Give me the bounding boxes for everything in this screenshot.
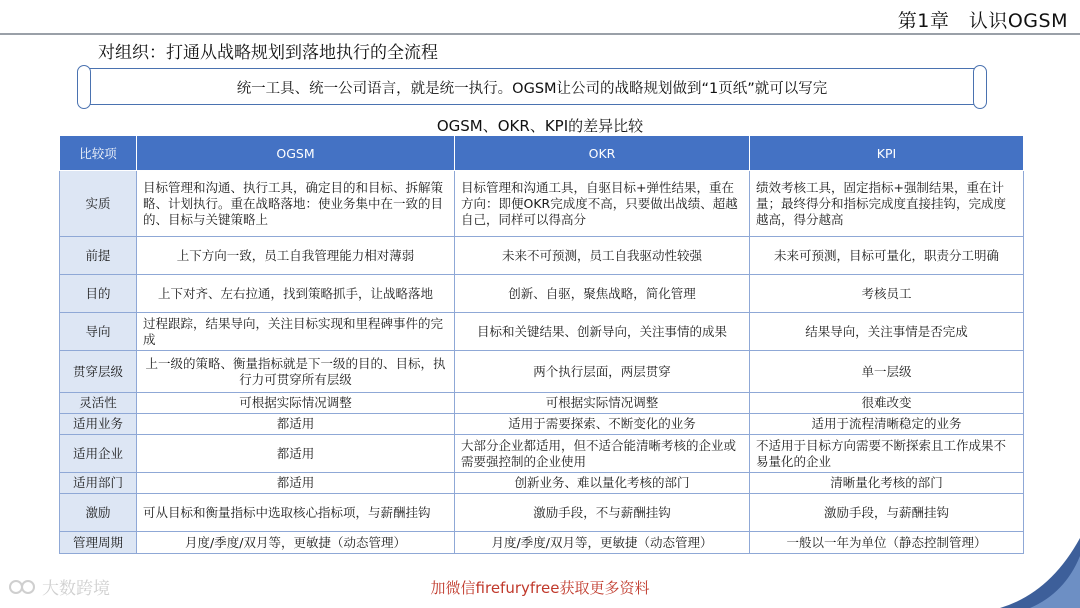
row-key: 管理周期 [60,532,137,554]
row-key: 灵活性 [60,393,137,414]
table-header-row [60,136,1024,171]
row-key: 贯穿层级 [60,351,137,393]
header-cell: 比较项 [60,136,137,171]
ogsm-cell: 可根据实际情况调整 [137,393,455,414]
okr-cell: 创新业务、难以量化考核的部门 [455,473,750,494]
row-key: 目的 [60,275,137,313]
ogsm-cell: 可从目标和衡量指标中选取核心指标项，与薪酬挂钩 [137,494,455,532]
watermark-text: 大数跨境 [42,579,110,599]
table-row [60,435,1024,473]
table-row [60,532,1024,554]
kpi-cell: 适用于流程清晰稳定的业务 [750,414,1024,435]
kpi-cell: 单一层级 [750,351,1024,393]
kpi-cell: 未来可预测，目标可量化，职责分工明确 [750,237,1024,275]
row-key: 适用业务 [60,414,137,435]
okr-cell: 两个执行层面，两层贯穿 [455,351,750,393]
kpi-cell: 一般以一年为单位（静态控制管理） [750,532,1024,554]
row-key: 导向 [60,313,137,351]
table-row [60,313,1024,351]
kpi-cell: 结果导向，关注事情是否完成 [750,313,1024,351]
ogsm-cell: 上下对齐、左右拉通，找到策略抓手，让战略落地 [137,275,455,313]
table-row [60,351,1024,393]
header-cell: OKR [455,136,750,171]
ogsm-cell: 上一级的策略、衡量指标就是下一级的目的、目标，执行力可贯穿所有层级 [137,351,455,393]
kpi-cell: 清晰量化考核的部门 [750,473,1024,494]
okr-cell: 目标和关键结果、创新导向，关注事情的成果 [455,313,750,351]
kpi-cell: 考核员工 [750,275,1024,313]
page-subtitle: 对组织：打通从战略规划到落地执行的全流程 [98,43,438,63]
footer-note: 加微信firefuryfree获取更多资料 [430,579,650,597]
table-row [60,494,1024,532]
okr-cell: 适用于需要探索、不断变化的业务 [455,414,750,435]
okr-cell: 大部分企业都适用，但不适合能清晰考核的企业或需要强控制的企业使用 [455,435,750,473]
row-key: 实质 [60,171,137,237]
ogsm-cell: 上下方向一致，员工自我管理能力相对薄弱 [137,237,455,275]
ogsm-cell: 都适用 [137,473,455,494]
kpi-cell: 不适用于目标方向需要不断探索且工作成果不易量化的企业 [750,435,1024,473]
okr-cell: 激励手段，不与薪酬挂钩 [455,494,750,532]
ogsm-cell: 都适用 [137,435,455,473]
table-row [60,473,1024,494]
top-divider [0,33,1080,35]
row-key: 前提 [60,237,137,275]
ogsm-cell: 月度/季度/双月等，更敏捷（动态管理） [137,532,455,554]
row-key: 适用企业 [60,435,137,473]
table-row [60,171,1024,237]
banner-text: 统一工具、统一公司语言，就是统一执行。OGSM让公司的战略规划做到“1页纸”就可以写完 [236,81,828,97]
banner-scroll [84,68,980,105]
ogsm-cell: 目标管理和沟通、执行工具，确定目的和目标、拆解策略、计划执行。重在战略落地：使业务集中在一致的目的、目标与关键策略上 [137,171,455,237]
kpi-cell: 绩效考核工具，固定指标+强制结果，重在计量；最终得分和指标完成度直接挂钩，完成度越高，得分越高 [750,171,1024,237]
table-row [60,275,1024,313]
chapter-title: 第1章 认识OGSM [897,10,1068,32]
okr-cell: 目标管理和沟通工具，自驱目标+弹性结果，重在方向：即便OKR完成度不高，只要做出战绩、超越自己，同样可以得高分 [455,171,750,237]
row-key: 适用部门 [60,473,137,494]
table-title: OGSM、OKR、KPI的差异比较 [436,117,644,135]
okr-cell: 创新、自驱，聚焦战略，简化管理 [455,275,750,313]
comparison-table [59,135,1024,554]
okr-cell: 可根据实际情况调整 [455,393,750,414]
table-row [60,237,1024,275]
okr-cell: 未来不可预测，员工自我驱动性较强 [455,237,750,275]
corner-decoration [960,538,1080,608]
okr-cell: 月度/季度/双月等，更敏捷（动态管理） [455,532,750,554]
ogsm-cell: 过程跟踪，结果导向，关注目标实现和里程碑事件的完成 [137,313,455,351]
row-key: 激励 [60,494,137,532]
kpi-cell: 激励手段，与薪酬挂钩 [750,494,1024,532]
header-cell: OGSM [137,136,455,171]
table-row [60,393,1024,414]
kpi-cell: 很难改变 [750,393,1024,414]
header-cell: KPI [750,136,1024,171]
ogsm-cell: 都适用 [137,414,455,435]
table-row [60,414,1024,435]
